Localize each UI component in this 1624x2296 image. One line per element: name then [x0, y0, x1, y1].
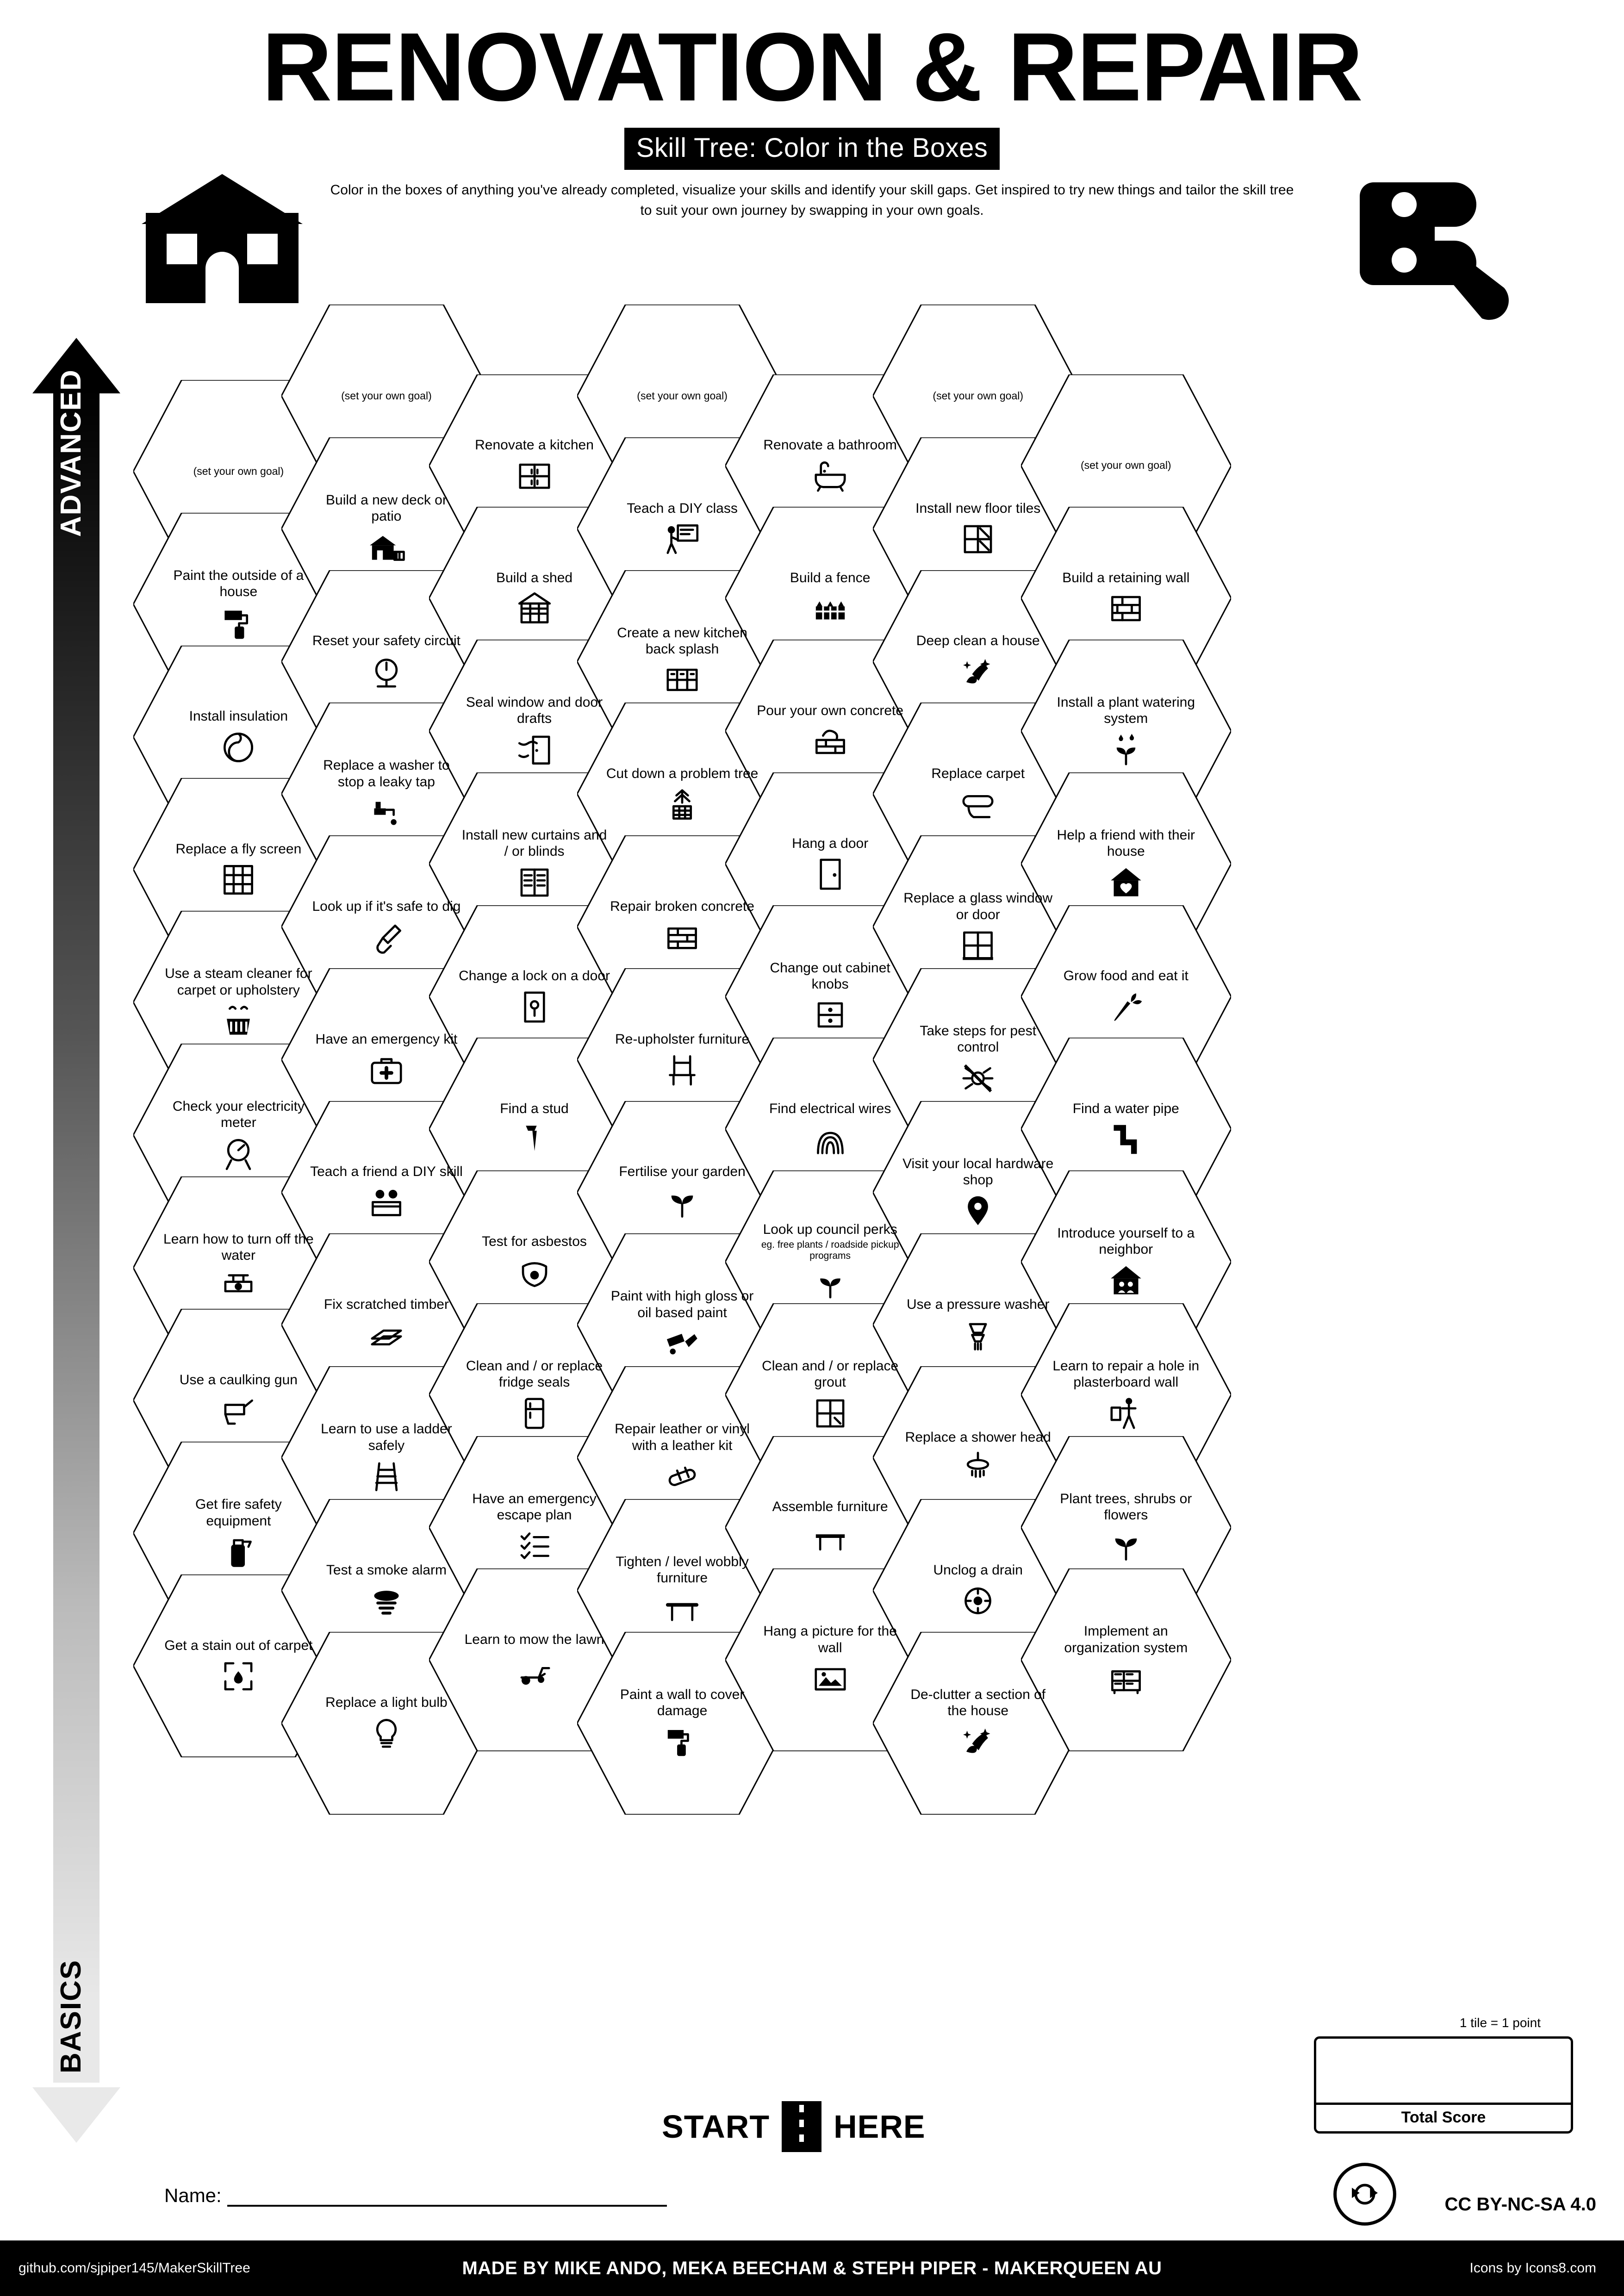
skill-tile-label: Repair broken concrete [610, 898, 754, 914]
skill-tile-label: Build a new deck or patio [326, 492, 447, 524]
timber-planks-icon [367, 1318, 406, 1354]
sparkle-clean-icon [958, 654, 998, 690]
meter-gauge-icon [218, 1136, 258, 1172]
chair-icon [662, 1052, 702, 1088]
skill-tile-label: Use a steam cleaner for carpet or upholstery [165, 966, 312, 998]
skill-tile-label: Get a stain out of carpet [164, 1637, 313, 1653]
map-pin-icon [958, 1193, 998, 1229]
checklist-icon [515, 1528, 554, 1564]
kitchen-cabinets-icon [515, 458, 554, 494]
plant-sprout-icon [662, 1185, 702, 1221]
carpet-roll-icon [958, 787, 998, 823]
creative-commons-badge-icon [1332, 2162, 1397, 2227]
total-score-label: Total Score [1316, 2103, 1571, 2131]
brick-wall-icon [1106, 591, 1146, 627]
skill-tile-label: Replace a glass window or door [903, 890, 1053, 922]
floor-tiles-icon [958, 521, 998, 557]
start-label: START [662, 2109, 770, 2145]
skill-tile-label: Hang a door [792, 835, 869, 851]
footer-bar [0, 2240, 1624, 2296]
circuit-dial-icon [367, 654, 406, 690]
skill-tile-label: Repair leather or vinyl with a leather kit [615, 1421, 750, 1453]
footer-github-link[interactable]: github.com/sjpiper145/MakerSkillTree [19, 2260, 250, 2276]
skill-tile-label: Clean and / or replace grout [762, 1358, 899, 1390]
skill-tile-label: Unclog a drain [933, 1562, 1023, 1578]
window-icon [958, 927, 998, 964]
skill-tile-label: Plant trees, shrubs or flowers [1060, 1491, 1192, 1523]
skill-tile-label: Renovate a bathroom [763, 437, 897, 453]
light-bulb-icon [367, 1716, 406, 1752]
skill-tile-label: Implement an organization system [1064, 1624, 1188, 1655]
skill-tile-label: Clean and / or replace fridge seals [466, 1358, 603, 1390]
skill-tile-label: Build a fence [790, 570, 871, 586]
here-label: HERE [834, 2109, 926, 2145]
fence-icon [810, 591, 850, 627]
skill-tile-label: Learn how to turn off the water [163, 1231, 314, 1263]
shelving-icon [1106, 1661, 1146, 1697]
skill-tile-label: Tighten / level wobbly furniture [616, 1554, 749, 1586]
sparkle-clean-icon [958, 1724, 998, 1760]
water-valve-icon [218, 1268, 258, 1304]
grout-tiles-icon [810, 1395, 850, 1431]
skill-tile-label: Deep clean a house [916, 633, 1040, 649]
skill-tile-label: Test a smoke alarm [326, 1562, 447, 1578]
house-people-icon [1106, 1263, 1146, 1299]
skill-tile-label: Install new floor tiles [915, 500, 1041, 516]
plant-sprout-icon [1106, 1528, 1146, 1564]
footer-icons-credit[interactable]: Icons by Icons8.com [1469, 2260, 1596, 2276]
skill-tile-label: Use a caulking gun [179, 1372, 298, 1388]
skill-tile-label: Re-upholster furniture [615, 1031, 750, 1047]
skill-tile-label: Install new curtains and / or blinds [461, 827, 607, 859]
skill-tile-label: Replace carpet [931, 766, 1025, 782]
skill-tile-label: Look up if it's safe to dig [312, 898, 461, 914]
skill-tile-label: Paint the outside of a house [173, 567, 304, 600]
pipe-icon [1106, 1121, 1146, 1157]
skill-tile-label: Learn to repair a hole in plasterboard wall [1052, 1358, 1200, 1390]
plant-hand-icon [810, 1266, 850, 1302]
picture-frame-icon [810, 1661, 850, 1697]
respirator-mask-icon [515, 1254, 554, 1290]
backsplash-tiles-icon [662, 662, 702, 698]
skill-tile-label: Build a shed [496, 570, 573, 586]
name-label: Name: [164, 2184, 222, 2206]
skill-tile-label: Have an emergency kit [315, 1031, 458, 1047]
skill-tile-label: Change a lock on a door [459, 968, 610, 984]
skill-tile-label: Create a new kitchen back splash [617, 625, 747, 657]
paint-brush-icon [662, 1325, 702, 1362]
skill-tile-label: Grow food and eat it [1063, 968, 1188, 984]
skill-tile-label: Test for asbestos [482, 1233, 587, 1249]
skill-tile-label: Check your electricity meter [172, 1098, 305, 1131]
skill-tile-label: Reset your safety circuit [312, 633, 460, 649]
leaky-tap-icon [367, 795, 406, 831]
door-draft-icon [515, 732, 554, 768]
skill-tile-label: Teach a DIY class [627, 500, 738, 516]
skill-tile-label: Cut down a problem tree [606, 766, 759, 782]
plaster-repair-icon [1106, 1395, 1146, 1431]
paint-roller-wall-icon [662, 1724, 702, 1760]
skill-tile-label: Visit your local hardware shop [902, 1156, 1054, 1188]
door-lock-icon [515, 989, 554, 1025]
pressure-washer-icon [958, 1318, 998, 1354]
table-icon [662, 1591, 702, 1627]
page-description: Color in the boxes of anything you've already completed, visualize your skills and identify your skill gaps. Get inspired to try new things and tailor the skill tree to suit your own journey by swapping in your own goals. [330, 182, 1294, 218]
skill-tile-label: Help a friend with their house [1057, 827, 1195, 859]
pest-control-icon [958, 1060, 998, 1096]
fly-screen-icon [218, 862, 258, 898]
start-here-marker [662, 2101, 926, 2152]
skill-tile-label: Change out cabinet knobs [770, 960, 890, 992]
skill-tile-label: (set your own goal) [193, 465, 284, 477]
name-input-rule[interactable] [227, 2186, 667, 2207]
shed-icon [515, 591, 554, 627]
lawn-mower-icon [515, 1652, 554, 1688]
skill-tile-label: (set your own goal) [933, 390, 1024, 402]
nail-icon [515, 1121, 554, 1157]
skill-tile-label: Replace a fly screen [175, 841, 302, 857]
electrical-wires-icon [810, 1121, 850, 1157]
skill-tile-label: Use a pressure washer [906, 1297, 1050, 1313]
skill-tile-sublabel: eg. free plants / roadside pickup programs [761, 1239, 899, 1262]
skill-tile-label: (set your own goal) [341, 390, 432, 402]
total-score-box[interactable] [1314, 2036, 1573, 2134]
skill-tile-label: Learn to mow the lawn [464, 1632, 604, 1648]
skill-tile-label: Assemble furniture [772, 1499, 888, 1515]
door-icon [810, 856, 850, 892]
smoke-alarm-icon [367, 1583, 406, 1619]
skill-tile-label: Have an emergency escape plan [472, 1491, 597, 1523]
fridge-icon [515, 1395, 554, 1431]
skill-tile-label: Look up council perks [763, 1221, 897, 1237]
caulking-gun-icon [218, 1393, 258, 1429]
license-text: CC BY-NC-SA 4.0 [1444, 2194, 1596, 2215]
road-icon [782, 2101, 821, 2152]
concrete-block-icon [662, 919, 702, 955]
cabinet-knobs-icon [810, 997, 850, 1033]
presenter-board-icon [662, 521, 702, 557]
carrot-icon [1106, 989, 1146, 1025]
skill-tile-label: Paint with high gloss or oil based paint [610, 1288, 754, 1320]
insulation-roll-icon [218, 729, 258, 765]
skill-tile-label: Introduce yourself to a neighbor [1057, 1226, 1195, 1257]
skill-tile-label: Take steps for pest control [920, 1023, 1037, 1055]
skill-tile-label: Find a stud [500, 1101, 569, 1117]
score-caption: 1 tile = 1 point [1459, 2016, 1541, 2030]
skill-tile-label: De-clutter a section of the house [910, 1686, 1046, 1719]
bathtub-icon [810, 458, 850, 494]
stain-removal-icon [218, 1658, 258, 1694]
blinds-icon [515, 865, 554, 901]
skill-tile-label: Find electrical wires [769, 1101, 891, 1117]
skill-tile-label: Learn to use a ladder safely [321, 1421, 452, 1453]
skill-tile-label: Paint a wall to cover damage [620, 1686, 745, 1719]
deck-house-icon [367, 529, 406, 566]
skill-tile-label: Replace a light bulb [325, 1695, 448, 1711]
shovel-icon [367, 919, 406, 955]
flat-pack-table-icon [810, 1520, 850, 1556]
skill-tile-label: Get fire safety equipment [195, 1497, 282, 1529]
axis-label-advanced: ADVANCED [55, 369, 87, 537]
skill-tile-label: Replace a shower head [905, 1429, 1051, 1445]
skill-tile-label: Teach a friend a DIY skill [310, 1164, 463, 1180]
name-field[interactable] [164, 2184, 667, 2207]
skill-tile-label: Hang a picture for the wall [763, 1624, 897, 1655]
paint-roller-icon [218, 605, 258, 641]
skill-tile-label: Renovate a kitchen [475, 437, 594, 453]
skill-tile-label: Fertilise your garden [619, 1164, 746, 1180]
skill-tile-label: Find a water pipe [1072, 1101, 1179, 1117]
page-subtitle: Skill Tree: Color in the Boxes [624, 128, 1000, 170]
skill-tile-label: Install insulation [189, 709, 288, 724]
teach-friend-icon [367, 1185, 406, 1221]
tree-stump-axe-icon [662, 787, 702, 823]
skill-tile-label: Pour your own concrete [757, 703, 904, 718]
drain-icon [958, 1583, 998, 1619]
leather-patch-icon [662, 1458, 702, 1494]
skill-tile-label: Fix scratched timber [324, 1297, 449, 1313]
steam-cleaner-icon [218, 1003, 258, 1039]
page-title: RENOVATION & REPAIR [261, 12, 1363, 121]
fire-extinguisher-icon [218, 1534, 258, 1570]
shower-head-icon [958, 1450, 998, 1486]
house-heart-icon [1106, 865, 1146, 901]
skill-tile-label: (set your own goal) [637, 390, 728, 402]
skill-tile-label: (set your own goal) [1081, 459, 1171, 472]
first-aid-kit-icon [367, 1052, 406, 1088]
concrete-pour-icon [810, 723, 850, 759]
axis-label-basics: BASICS [55, 1959, 87, 2073]
ladder-icon [367, 1458, 406, 1494]
footer-credits: MADE BY MIKE ANDO, MEKA BEECHAM & STEPH PIPER - MAKERQUEEN AU [462, 2258, 1162, 2278]
skill-tile-label: Seal window and door drafts [466, 695, 603, 727]
skill-tile-label: Build a retaining wall [1062, 570, 1190, 586]
skill-tile-label: Replace a washer to stop a leaky tap [323, 758, 450, 790]
skill-tile-label: Install a plant watering system [1057, 695, 1195, 727]
watering-plant-icon [1106, 732, 1146, 768]
